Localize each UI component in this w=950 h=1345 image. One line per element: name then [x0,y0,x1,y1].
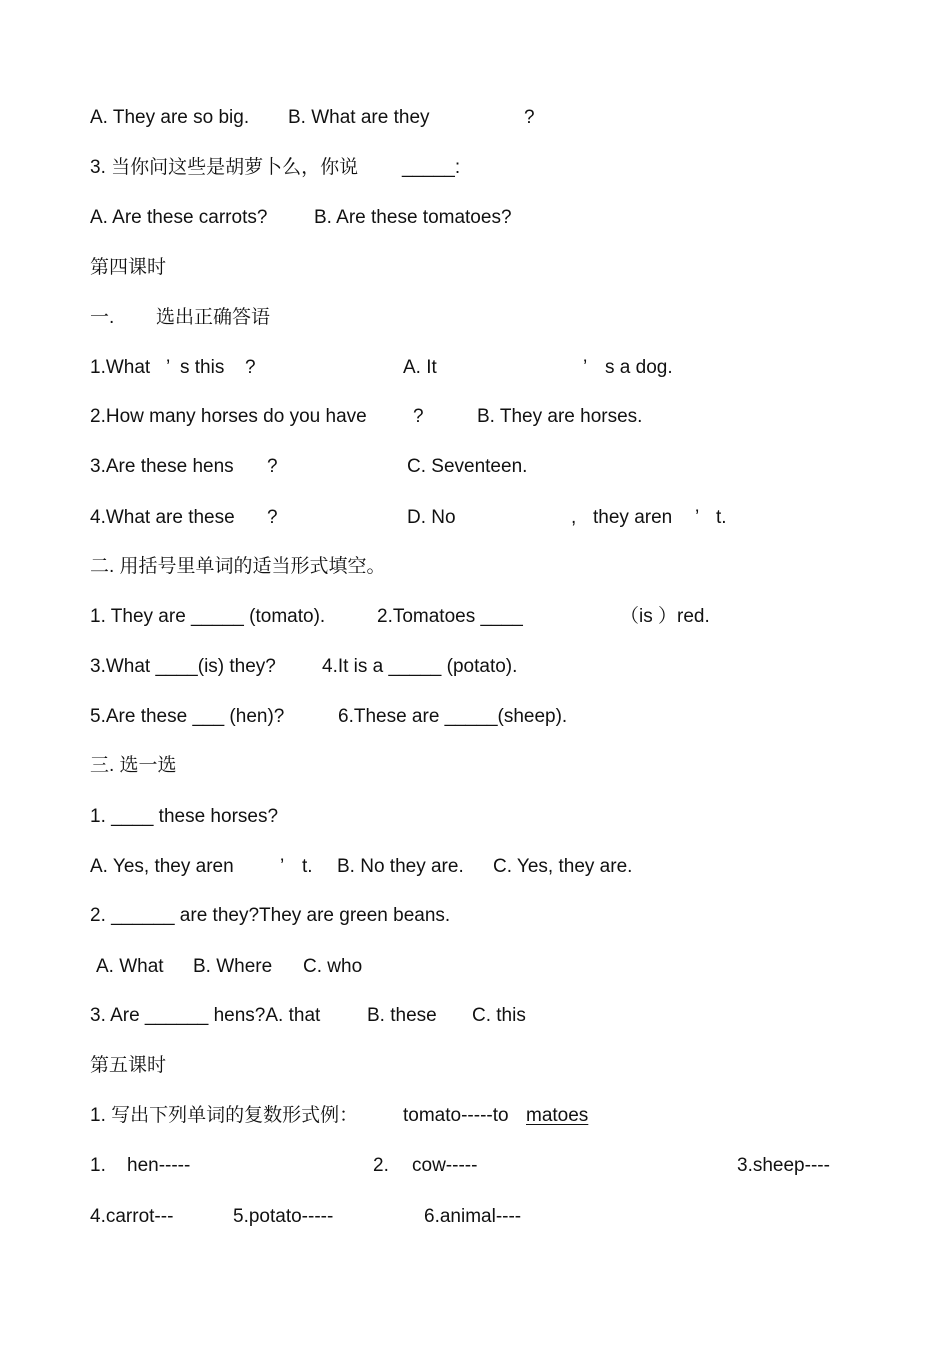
section-heading: 第四课时 [90,257,167,278]
answer-option: A. It [403,357,437,378]
line-7 [0,402,950,432]
apostrophe: ’ [583,357,588,378]
option-text: C. this [472,1005,526,1026]
option-text: C. who [303,956,363,977]
word-item: cow----- [412,1155,478,1176]
option-text: B. What are they [288,107,430,128]
line-23 [0,1202,950,1232]
line-2 [0,153,950,183]
question-text: 3. Are ______ hens?A. that [90,1005,321,1026]
answer-option: t. [716,507,727,528]
question-mark: ? [524,107,535,128]
section-title: 选出正确答语 [156,307,271,328]
option-text: A. Yes, they aren [90,856,234,877]
line-3 [0,203,950,233]
question-text: 4.What are these [90,507,235,528]
option-text: B. Where [193,956,273,977]
answer-option: D. No [407,507,456,528]
question-text: 2.Tomatoes ____ [377,606,523,627]
option-text: A. They are so big. [90,107,250,128]
option-text: B. Are these tomatoes? [314,207,512,228]
option-text: B. No they are. [337,856,464,877]
option-text: C. Yes, they are. [493,856,633,877]
line-12 [0,652,950,682]
question-text: 2. ______ are they?They are green beans. [90,905,451,926]
answer-option: B. They are horses. [477,406,643,427]
question-text: 3. 当你问这些是胡萝卜么，你说 [90,157,359,178]
line-19 [0,1001,950,1031]
option-text: B. these [367,1005,437,1026]
option-text: t. [302,856,313,877]
section-number: 一. [90,307,115,328]
line-21 [0,1101,950,1131]
apostrophe: ’ [280,856,285,877]
question-mark: ? [267,456,278,477]
line-11 [0,602,950,632]
section-heading: 第五课时 [90,1055,167,1076]
answer-blank: _____: [402,157,461,178]
line-20 [0,1051,950,1081]
answer-option: C. Seventeen. [407,456,528,477]
line-14 [0,751,950,781]
word-item: 4.carrot--- [90,1206,174,1227]
line-1 [0,103,950,133]
section-title: 三. 选一选 [90,755,177,776]
question-text: 3.What ____(is) they? [90,656,276,677]
item-number: 1. [90,1155,106,1176]
line-4 [0,253,950,283]
question-text: s this [180,357,225,378]
item-number: 2. [373,1155,389,1176]
question-text: 1. 写出下列单词的复数形式例： [90,1105,359,1126]
word-item: 6.animal---- [424,1206,522,1227]
line-8 [0,452,950,482]
section-title: 二. 用括号里单词的适当形式填空。 [90,556,386,577]
question-mark: ? [245,357,256,378]
question-text: 1. They are _____ (tomato). [90,606,326,627]
option-text: A. Are these carrots? [90,207,268,228]
line-17 [0,901,950,931]
answer-option: they aren [593,507,673,528]
question-mark: ? [267,507,278,528]
line-6 [0,353,950,383]
line-13 [0,702,950,732]
line-9 [0,503,950,533]
line-16 [0,852,950,882]
apostrophe: ’ [695,507,700,528]
word-item: hen----- [127,1155,191,1176]
line-18 [0,952,950,982]
question-mark: ? [413,406,424,427]
answer-option: s a dog. [605,357,673,378]
option-text: A. What [96,956,164,977]
question-text: 2.How many horses do you have [90,406,367,427]
question-text: 1.What [90,357,151,378]
apostrophe: ’ [166,357,171,378]
line-5 [0,303,950,333]
line-15 [0,802,950,832]
word-item: 3.sheep---- [737,1155,830,1176]
line-22 [0,1151,950,1181]
question-text: 5.Are these ___ (hen)? [90,706,285,727]
comma: , [571,507,577,528]
question-text: 1. ____ these horses? [90,806,279,827]
question-text: 3.Are these hens [90,456,234,477]
question-text: 4.It is a _____ (potato). [322,656,518,677]
question-text: 6.These are _____(sheep). [338,706,568,727]
example-answer: matoes [526,1105,589,1126]
line-10 [0,552,950,582]
question-text: （is ）red. [620,606,710,627]
example-text: tomato-----to [403,1105,509,1126]
word-item: 5.potato----- [233,1206,334,1227]
